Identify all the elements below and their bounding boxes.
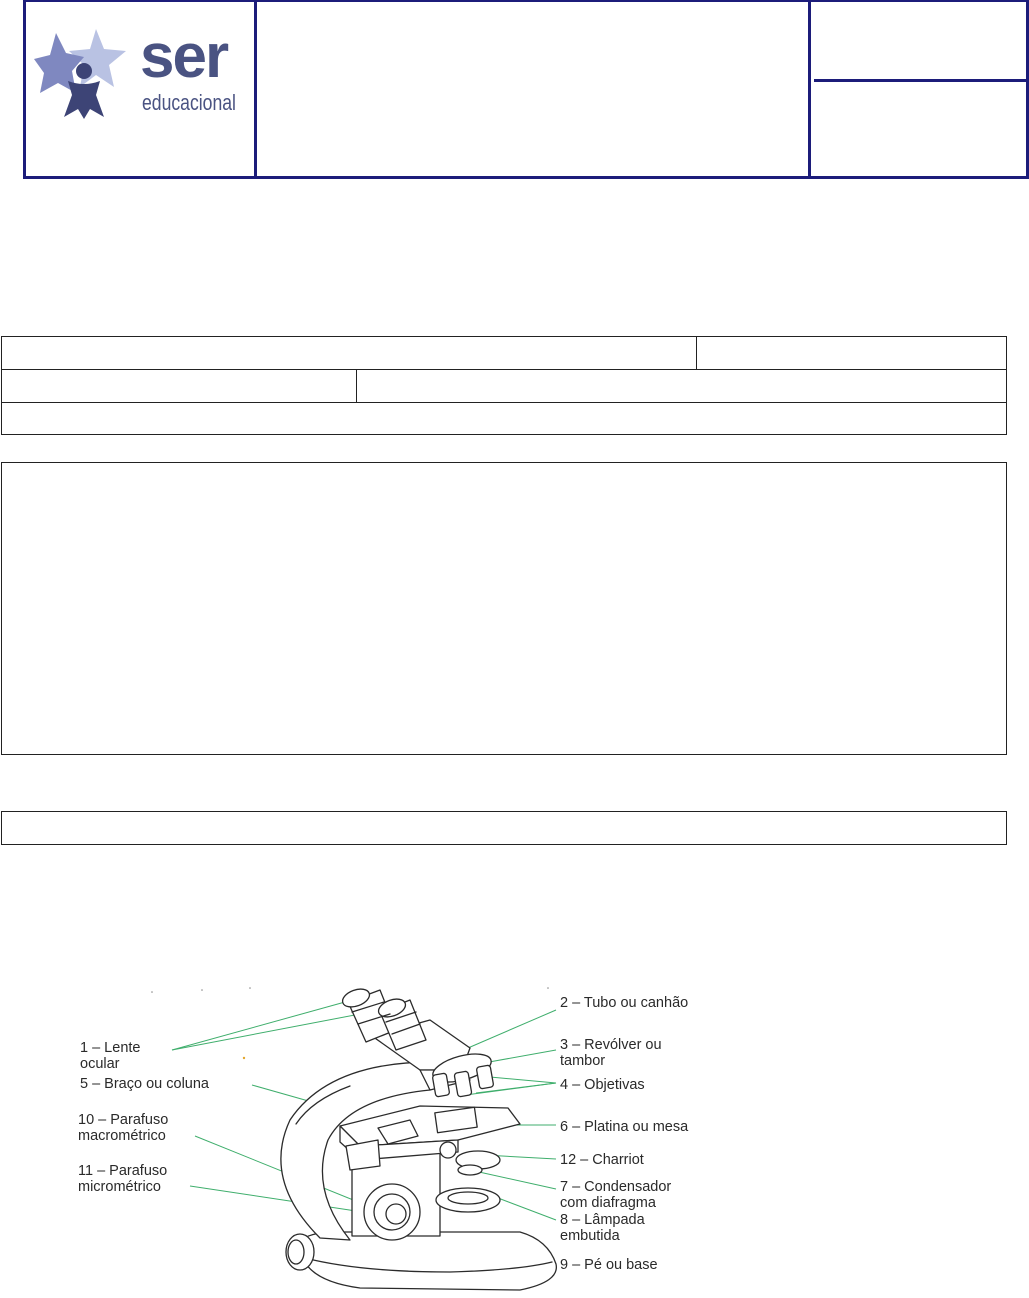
label-parafuso-macrometrico: 10 – Parafuso macrométrico bbox=[78, 1112, 169, 1144]
logo-brand: ser bbox=[140, 22, 228, 91]
document-header bbox=[23, 0, 1029, 179]
label-pe-base: 9 – Pé ou base bbox=[560, 1257, 658, 1273]
label-objetivas: 4 – Objetivas bbox=[560, 1077, 645, 1093]
logo-tagline: educacional bbox=[142, 90, 236, 115]
label-lente-ocular: 1 – Lente ocular bbox=[80, 1040, 141, 1072]
field-teacher[interactable] bbox=[2, 402, 1007, 435]
info-table bbox=[1, 336, 1007, 435]
label-condensador-diafragma: 7 – Condensador com diafragma bbox=[560, 1179, 672, 1211]
label-parafuso-micrometrico: 11 – Parafuso micrométrico bbox=[78, 1163, 168, 1195]
label-platina-mesa: 6 – Platina ou mesa bbox=[560, 1119, 689, 1135]
label-tubo-canhao: 2 – Tubo ou canhão bbox=[560, 995, 689, 1011]
title-line-box[interactable] bbox=[1, 811, 1007, 845]
label-revolver-tambor: 3 – Revólver ou tambor bbox=[560, 1037, 662, 1069]
header-code-cell bbox=[814, 2, 1029, 82]
header-title-cell bbox=[257, 2, 811, 176]
field-name[interactable] bbox=[2, 337, 696, 369]
header-page-cell bbox=[814, 82, 1029, 176]
logo-cell bbox=[26, 2, 257, 176]
field-discipline[interactable] bbox=[356, 369, 1007, 402]
label-braco-coluna: 5 – Braço ou coluna bbox=[80, 1076, 209, 1092]
label-lampada-embutida: 8 – Lâmpada embutida bbox=[560, 1212, 645, 1244]
microscope-icon bbox=[281, 986, 556, 1290]
content-box[interactable] bbox=[1, 462, 1007, 755]
field-date[interactable] bbox=[696, 337, 1007, 369]
field-course[interactable] bbox=[2, 369, 356, 402]
logo-stars-icon bbox=[34, 27, 134, 122]
label-charriot: 12 – Charriot bbox=[560, 1152, 644, 1168]
